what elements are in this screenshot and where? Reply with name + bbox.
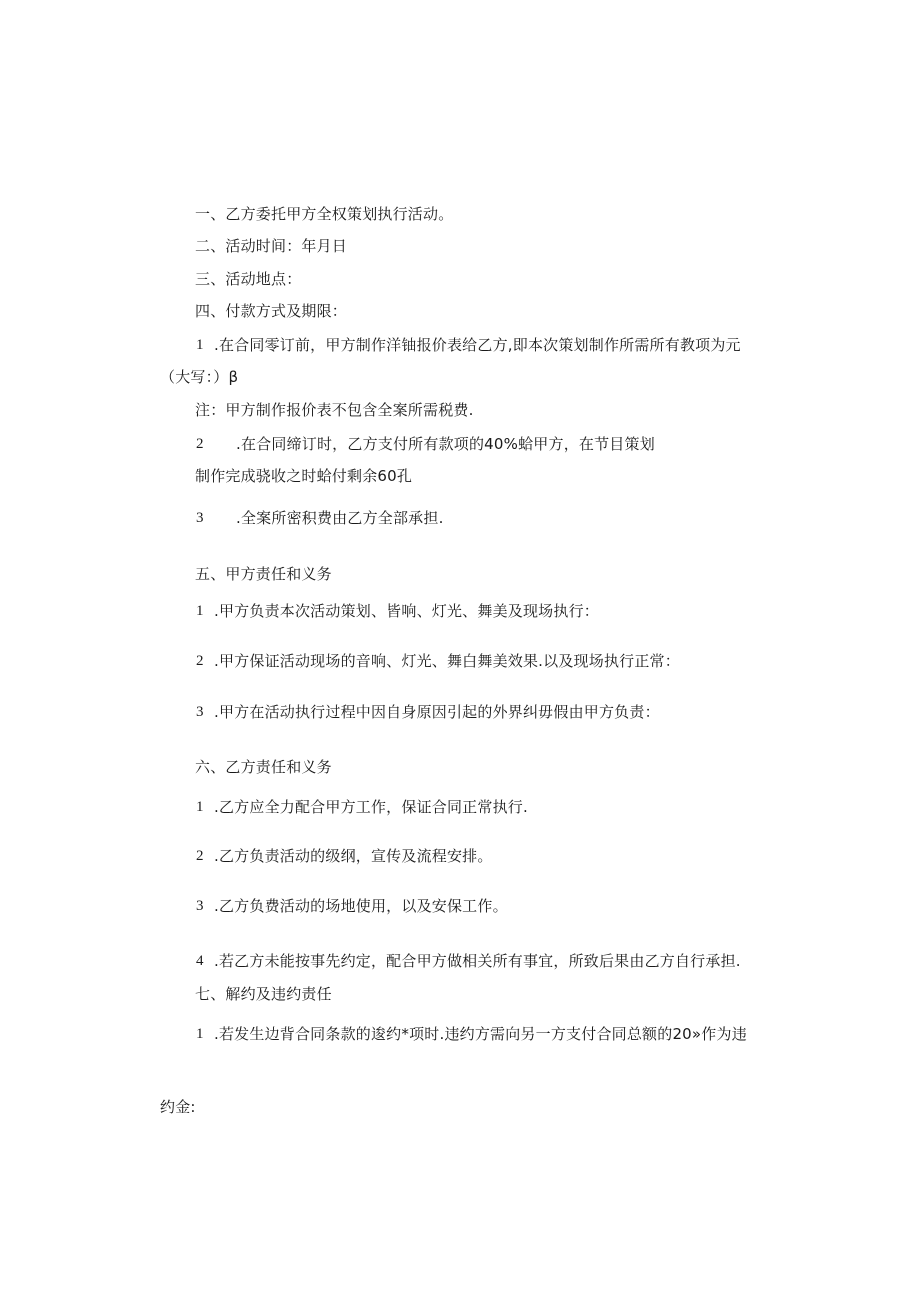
payment-item-3-number: 3 <box>196 510 204 526</box>
partyA-item-3-number: 3 <box>196 704 204 720</box>
partyA-item-1-number: 1 <box>196 603 204 619</box>
termination-item-1-number: 1 <box>196 1026 204 1042</box>
section-heading-3: 三、活动地点： <box>195 270 302 288</box>
partyA-item-2-number: 2 <box>196 653 204 669</box>
partyB-item-4-text: .若乙方未能按事先约定，配合甲方做相关所有事宜，所致后果由乙方自行承担. <box>214 952 741 970</box>
termination-item-1-continuation: 约金: <box>160 1098 196 1116</box>
partyB-item-2-text: .乙方负责活动的级纲，宣传及流程安排。 <box>214 847 493 865</box>
partyB-item-2-number: 2 <box>196 848 204 864</box>
partyB-item-1-number: 1 <box>196 799 204 815</box>
section-heading-5: 五、甲方责任和义务 <box>195 565 332 583</box>
payment-item-3-text: .全案所密积费由乙方全部承担. <box>236 509 444 527</box>
section-heading-6: 六、乙方责任和义务 <box>195 758 332 776</box>
payment-item-2-continuation: 制作完成骁收之时蛤付剩余60孔 <box>195 467 413 485</box>
section-heading-2: 二、活动时间：年月日 <box>195 237 348 255</box>
partyB-item-4-number: 4 <box>196 953 204 969</box>
partyA-item-2-text: .甲方保证活动现场的音响、灯光、舞白舞美效果.以及现场执行正常： <box>214 652 680 670</box>
payment-note: 注：甲方制作报价表不包含全案所需税费. <box>195 401 474 419</box>
section-heading-1: 一、乙方委托甲方全权策划执行活动。 <box>195 205 454 223</box>
partyA-item-1-text: .甲方负责本次活动策划、皆响、灯光、舞美及现场执行： <box>214 602 599 620</box>
termination-item-1-text: .若发生边背合同条款的逡约*项时.违约方需向另一方支付合同总额的20»作为违 <box>214 1025 747 1043</box>
payment-item-2-text: .在合同缔订时，乙方支付所有款项的40%蛤甲方，在节目策划 <box>236 435 655 453</box>
partyB-item-1-text: .乙方应全力配合甲方工作，保证合同正常执行. <box>214 798 528 816</box>
payment-item-2-number: 2 <box>196 436 204 452</box>
payment-item-1-text: .在合同零订前，甲方制作洋铀报价表给乙方,即本次策划制作所需所有教项为元 <box>214 336 741 354</box>
payment-item-1-continuation: （大写：）β <box>160 368 239 386</box>
payment-item-1-number: 1 <box>196 337 204 353</box>
partyB-item-3-number: 3 <box>196 898 204 914</box>
partyA-item-3-text: .甲方在活动执行过程中因自身原因引起的外界纠毋假由甲方负责： <box>214 703 660 721</box>
section-heading-7: 七、解约及违约责任 <box>195 985 332 1003</box>
section-heading-4: 四、付款方式及期限： <box>195 302 348 320</box>
partyB-item-3-text: .乙方负费活动的场地使用，以及安保工作。 <box>214 897 508 915</box>
